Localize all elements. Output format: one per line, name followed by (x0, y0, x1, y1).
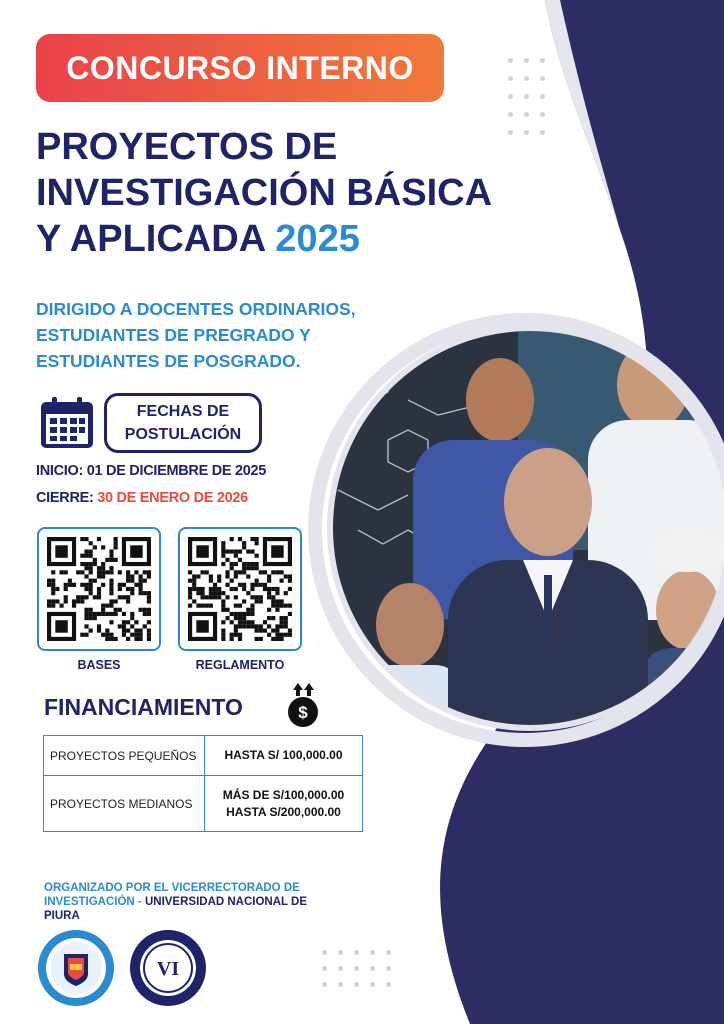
university-seal (36, 928, 116, 1008)
dot-grid-bottom (322, 950, 402, 990)
organizer-part-1: ORGANIZADO POR EL VICERRECTORADO DE INVESTIGACIÓN - (44, 882, 300, 908)
application-dates-box (104, 393, 262, 453)
audience-line-3: ESTUDIANTES DE POSGRADO. (36, 351, 301, 371)
funding-title: FINANCIAMIENTO (44, 694, 243, 720)
funding-category: PROYECTOS PEQUEÑOS (44, 736, 205, 776)
funding-amount (205, 776, 363, 832)
title-line-3-text: Y APLICADA (36, 218, 265, 260)
svg-text:$: $ (298, 703, 308, 722)
funding-table (43, 735, 363, 832)
audience-line-1: DIRIGIDO A DOCENTES ORDINARIOS, (36, 299, 356, 319)
funding-amount-line: HASTA S/200,000.00 (226, 804, 341, 819)
qr-label-bases: BASES (77, 658, 121, 672)
title-year: 2025 (275, 218, 360, 260)
end-date (36, 490, 248, 506)
vicerrectorado-seal (128, 928, 208, 1008)
qr-label-reglamento: REGLAMENTO (195, 658, 285, 672)
funding-amount-line: MÁS DE S/100,000.00 (222, 787, 345, 802)
end-date-value: 30 DE ENERO DE 2026 (97, 490, 248, 506)
funding-row-medium (44, 776, 363, 832)
qr-code-reglamento-image (188, 537, 292, 641)
qr-code-reglamento[interactable] (178, 527, 302, 651)
page-title (36, 124, 556, 262)
qr-code-bases-image (47, 537, 151, 641)
title-line-1: PROYECTOS DE (36, 126, 338, 168)
funding-amount-line: HASTA S/ 100,000.00 (224, 748, 343, 762)
organizer-part-2: UNIVERSIDAD NACIONAL DE PIURA (44, 896, 308, 922)
audience-line-2: ESTUDIANTES DE PREGRADO Y (36, 325, 311, 345)
start-date-label: INICIO: (36, 463, 84, 479)
end-date-label: CIERRE: (36, 490, 94, 506)
money-bag-icon (284, 680, 322, 728)
title-line-2: INVESTIGACIÓN BÁSICA (36, 172, 493, 214)
funding-amount (205, 736, 363, 776)
contest-badge: CONCURSO INTERNO (36, 34, 444, 102)
organizer-text (44, 881, 324, 923)
funding-row-small (44, 736, 363, 776)
funding-category: PROYECTOS MEDIANOS (44, 776, 205, 832)
start-date (36, 463, 266, 479)
title-line-3 (36, 216, 556, 262)
team-photo (318, 290, 724, 780)
qr-code-bases[interactable] (37, 527, 161, 651)
fechas-line-2: POSTULACIÓN (124, 426, 242, 443)
svg-text:VI: VI (156, 958, 180, 980)
calendar-icon (38, 394, 96, 452)
start-date-value: 01 DE DICIEMBRE DE 2025 (86, 463, 267, 479)
fechas-line-1: FECHAS DE (136, 403, 230, 420)
